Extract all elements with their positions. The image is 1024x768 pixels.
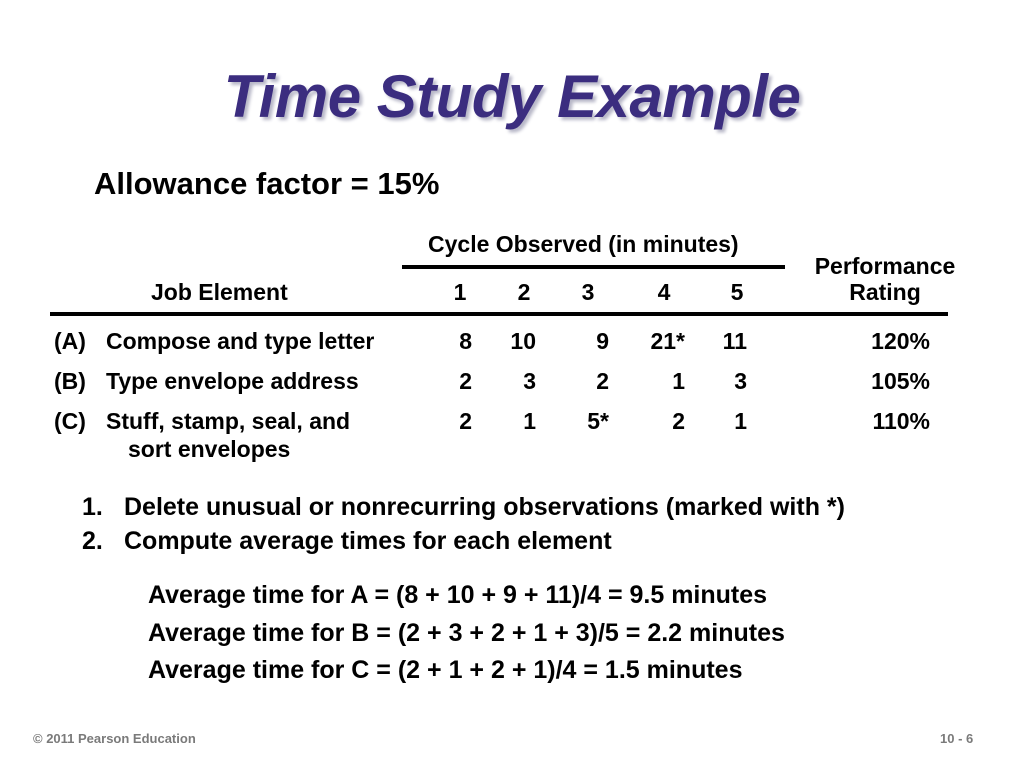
cycle-value: 3 bbox=[523, 368, 536, 394]
performance-rating: 120% bbox=[871, 328, 930, 354]
step-text: Delete unusual or nonrecurring observations (marked with *) bbox=[124, 493, 845, 521]
row-description: Type envelope address bbox=[106, 368, 359, 394]
cycle-number: 3 bbox=[581, 279, 595, 305]
row-label: (B) bbox=[54, 368, 86, 394]
slide-title: Time Study Example bbox=[223, 63, 801, 130]
page-number: 10 - 6 bbox=[940, 731, 974, 746]
average-a: Average time for A = (8 + 10 + 9 + 11)/4 = 9.5 minutes bbox=[148, 581, 768, 609]
row-description-continued: sort envelopes bbox=[128, 436, 291, 462]
perf-header-line1: Performance bbox=[814, 253, 956, 279]
cycle-value: 2 bbox=[596, 368, 609, 394]
cycle-value: 1 bbox=[734, 408, 747, 434]
step-text: Compute average times for each element bbox=[124, 527, 612, 555]
cycle-value: 3 bbox=[734, 368, 747, 394]
cycle-number: 4 bbox=[657, 279, 671, 305]
performance-rating: 105% bbox=[871, 368, 930, 394]
average-c: Average time for C = (2 + 1 + 2 + 1)/4 = 1.5 minutes bbox=[148, 656, 743, 684]
cycle-value: 2 bbox=[459, 408, 472, 434]
cycle-header-rule bbox=[402, 265, 785, 269]
cycle-value: 2 bbox=[672, 408, 685, 434]
copyright: © 2011 Pearson Education bbox=[33, 731, 196, 746]
cycle-header: Cycle Observed (in minutes) bbox=[428, 231, 739, 257]
cycle-value: 11 bbox=[722, 328, 747, 354]
job-element-header: Job Element bbox=[151, 279, 288, 305]
cycle-value: 21* bbox=[650, 328, 685, 354]
row-description: Stuff, stamp, seal, and bbox=[106, 408, 351, 434]
step-number: 1. bbox=[82, 493, 103, 521]
row-label: (A) bbox=[54, 328, 86, 354]
row-label: (C) bbox=[54, 408, 86, 434]
cycle-value: 2 bbox=[459, 368, 472, 394]
cycle-value: 1 bbox=[672, 368, 685, 394]
row-description: Compose and type letter bbox=[106, 328, 375, 354]
step-number: 2. bbox=[82, 527, 103, 555]
cycle-value: 9 bbox=[596, 328, 609, 354]
performance-rating: 110% bbox=[872, 408, 930, 434]
cycle-number: 5 bbox=[730, 279, 744, 305]
perf-header-line2: Rating bbox=[849, 279, 921, 305]
cycle-number: 1 bbox=[453, 279, 467, 305]
header-rule bbox=[50, 312, 948, 316]
average-b: Average time for B = (2 + 3 + 2 + 1 + 3)/5 = 2.2 minutes bbox=[148, 619, 785, 647]
allowance-factor: Allowance factor = 15% bbox=[94, 166, 440, 201]
cycle-value: 10 bbox=[510, 328, 536, 354]
cycle-number: 2 bbox=[517, 279, 531, 305]
cycle-value: 1 bbox=[523, 408, 536, 434]
cycle-value: 8 bbox=[459, 328, 472, 354]
cycle-value: 5* bbox=[587, 408, 609, 434]
